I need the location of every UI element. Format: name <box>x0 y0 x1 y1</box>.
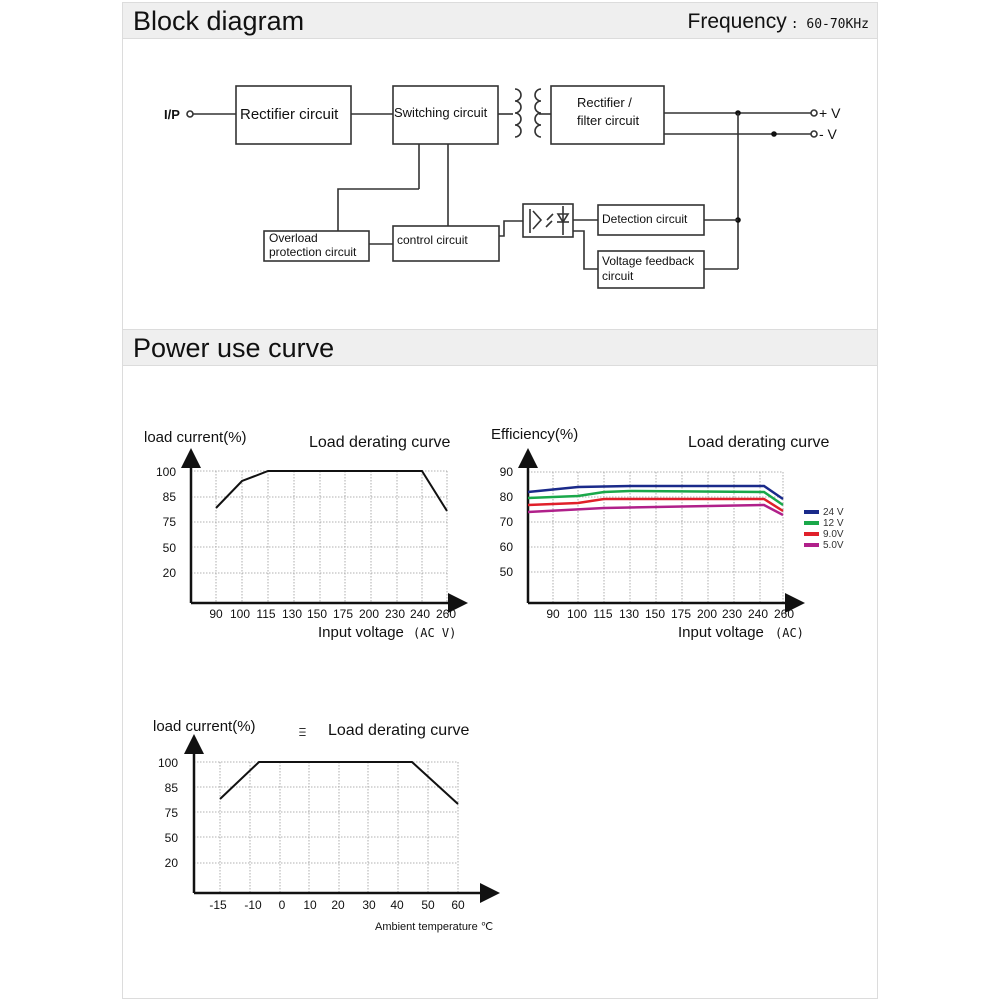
svg-text:60: 60 <box>451 898 465 912</box>
switching-label: Switching circuit <box>394 105 488 120</box>
svg-text:Ambient temperature ℃: Ambient temperature ℃ <box>375 921 494 933</box>
svg-text:200: 200 <box>358 607 380 621</box>
transformer-icon <box>515 89 541 137</box>
svg-text:100: 100 <box>155 465 176 479</box>
svg-text:175: 175 <box>670 607 692 621</box>
power-curve-title: Power use curve <box>133 333 335 363</box>
svg-text:200: 200 <box>696 607 718 621</box>
svg-text:150: 150 <box>644 607 666 621</box>
block-diagram-title: Block diagram <box>133 6 305 36</box>
control-label: control circuit <box>397 233 468 247</box>
svg-text:20: 20 <box>331 898 345 912</box>
svg-text:load current(%): load current(%) <box>153 718 256 735</box>
voltage-feedback-label-2: circuit <box>602 269 634 283</box>
frequency-value: : 60-70KHz <box>790 17 869 32</box>
svg-text:Input voltage: Input voltage <box>678 624 764 641</box>
svg-text:50: 50 <box>421 898 435 912</box>
svg-text:10: 10 <box>303 898 317 912</box>
svg-text:230: 230 <box>721 607 743 621</box>
svg-text:5.0V: 5.0V <box>823 540 844 551</box>
svg-text:175: 175 <box>332 607 354 621</box>
svg-text:100: 100 <box>157 756 178 770</box>
svg-text:130: 130 <box>281 607 303 621</box>
svg-text:150: 150 <box>306 607 328 621</box>
frequency-label-group <box>688 10 870 34</box>
svg-text:50: 50 <box>164 831 178 845</box>
svg-text:80: 80 <box>499 490 513 504</box>
svg-text:20: 20 <box>164 856 178 870</box>
svg-text:50: 50 <box>499 565 513 579</box>
svg-text:24 V: 24 V <box>823 507 844 518</box>
block-diagram-panel <box>122 2 878 330</box>
voltage-feedback-label-1: Voltage feedback <box>602 254 695 268</box>
svg-text:20: 20 <box>162 566 176 580</box>
svg-text:40: 40 <box>390 898 404 912</box>
svg-text:Efficiency(%): Efficiency(%) <box>491 426 579 443</box>
svg-text:(AC V): (AC V) <box>413 626 457 640</box>
positive-output-label: + V <box>819 105 841 121</box>
svg-text:85: 85 <box>162 490 176 504</box>
svg-text:50: 50 <box>162 541 176 555</box>
svg-text:230: 230 <box>384 607 406 621</box>
svg-text:0: 0 <box>278 898 286 912</box>
svg-text:load current(%): load current(%) <box>144 429 247 446</box>
svg-text:130: 130 <box>618 607 640 621</box>
svg-text:60: 60 <box>499 540 513 554</box>
negative-output-label: - V <box>819 126 837 142</box>
block-diagram <box>123 39 879 329</box>
svg-text:260: 260 <box>435 607 457 621</box>
svg-text:30: 30 <box>362 898 376 912</box>
rectifier-filter-label-1: Rectifier / <box>577 95 632 110</box>
svg-text:100: 100 <box>229 607 251 621</box>
block-diagram-header <box>123 3 877 39</box>
rectifier-label: Rectifier circuit <box>240 106 339 123</box>
svg-text:75: 75 <box>162 515 176 529</box>
svg-text:Input voltage: Input voltage <box>318 624 404 641</box>
svg-text:115: 115 <box>256 607 276 621</box>
svg-text:100: 100 <box>566 607 588 621</box>
svg-text:Load derating curve: Load derating curve <box>688 434 830 451</box>
svg-text:75: 75 <box>164 806 178 820</box>
svg-text:260: 260 <box>773 607 795 621</box>
svg-text:Load derating curve: Load derating curve <box>309 434 451 451</box>
svg-text:-15: -15 <box>209 898 227 912</box>
svg-text:240: 240 <box>747 607 769 621</box>
input-label: I/P <box>164 107 180 122</box>
detection-label: Detection circuit <box>602 212 688 226</box>
power-curve-header <box>123 330 877 366</box>
svg-text:115: 115 <box>593 607 613 621</box>
svg-text:12 V: 12 V <box>823 518 844 529</box>
overload-label-1: Overload <box>269 231 318 245</box>
svg-text:90: 90 <box>546 607 560 621</box>
svg-text:70: 70 <box>499 515 513 529</box>
svg-text:-10: -10 <box>244 898 262 912</box>
svg-text:(AC): (AC) <box>775 626 804 640</box>
frequency-label: Frequency <box>687 10 787 33</box>
svg-text:90: 90 <box>499 465 513 479</box>
svg-text:Load derating curve: Load derating curve <box>328 722 470 739</box>
svg-text:90: 90 <box>209 607 223 621</box>
title-marker-icon: Ⲷ <box>299 727 306 739</box>
optocoupler-icon <box>523 204 573 237</box>
rectifier-filter-label-2: filter circuit <box>577 113 640 128</box>
svg-text:240: 240 <box>409 607 431 621</box>
svg-text:85: 85 <box>164 781 178 795</box>
power-curve-panel <box>122 329 878 999</box>
svg-text:9.0V: 9.0V <box>823 529 844 540</box>
overload-label-2: protection circuit <box>269 245 357 259</box>
